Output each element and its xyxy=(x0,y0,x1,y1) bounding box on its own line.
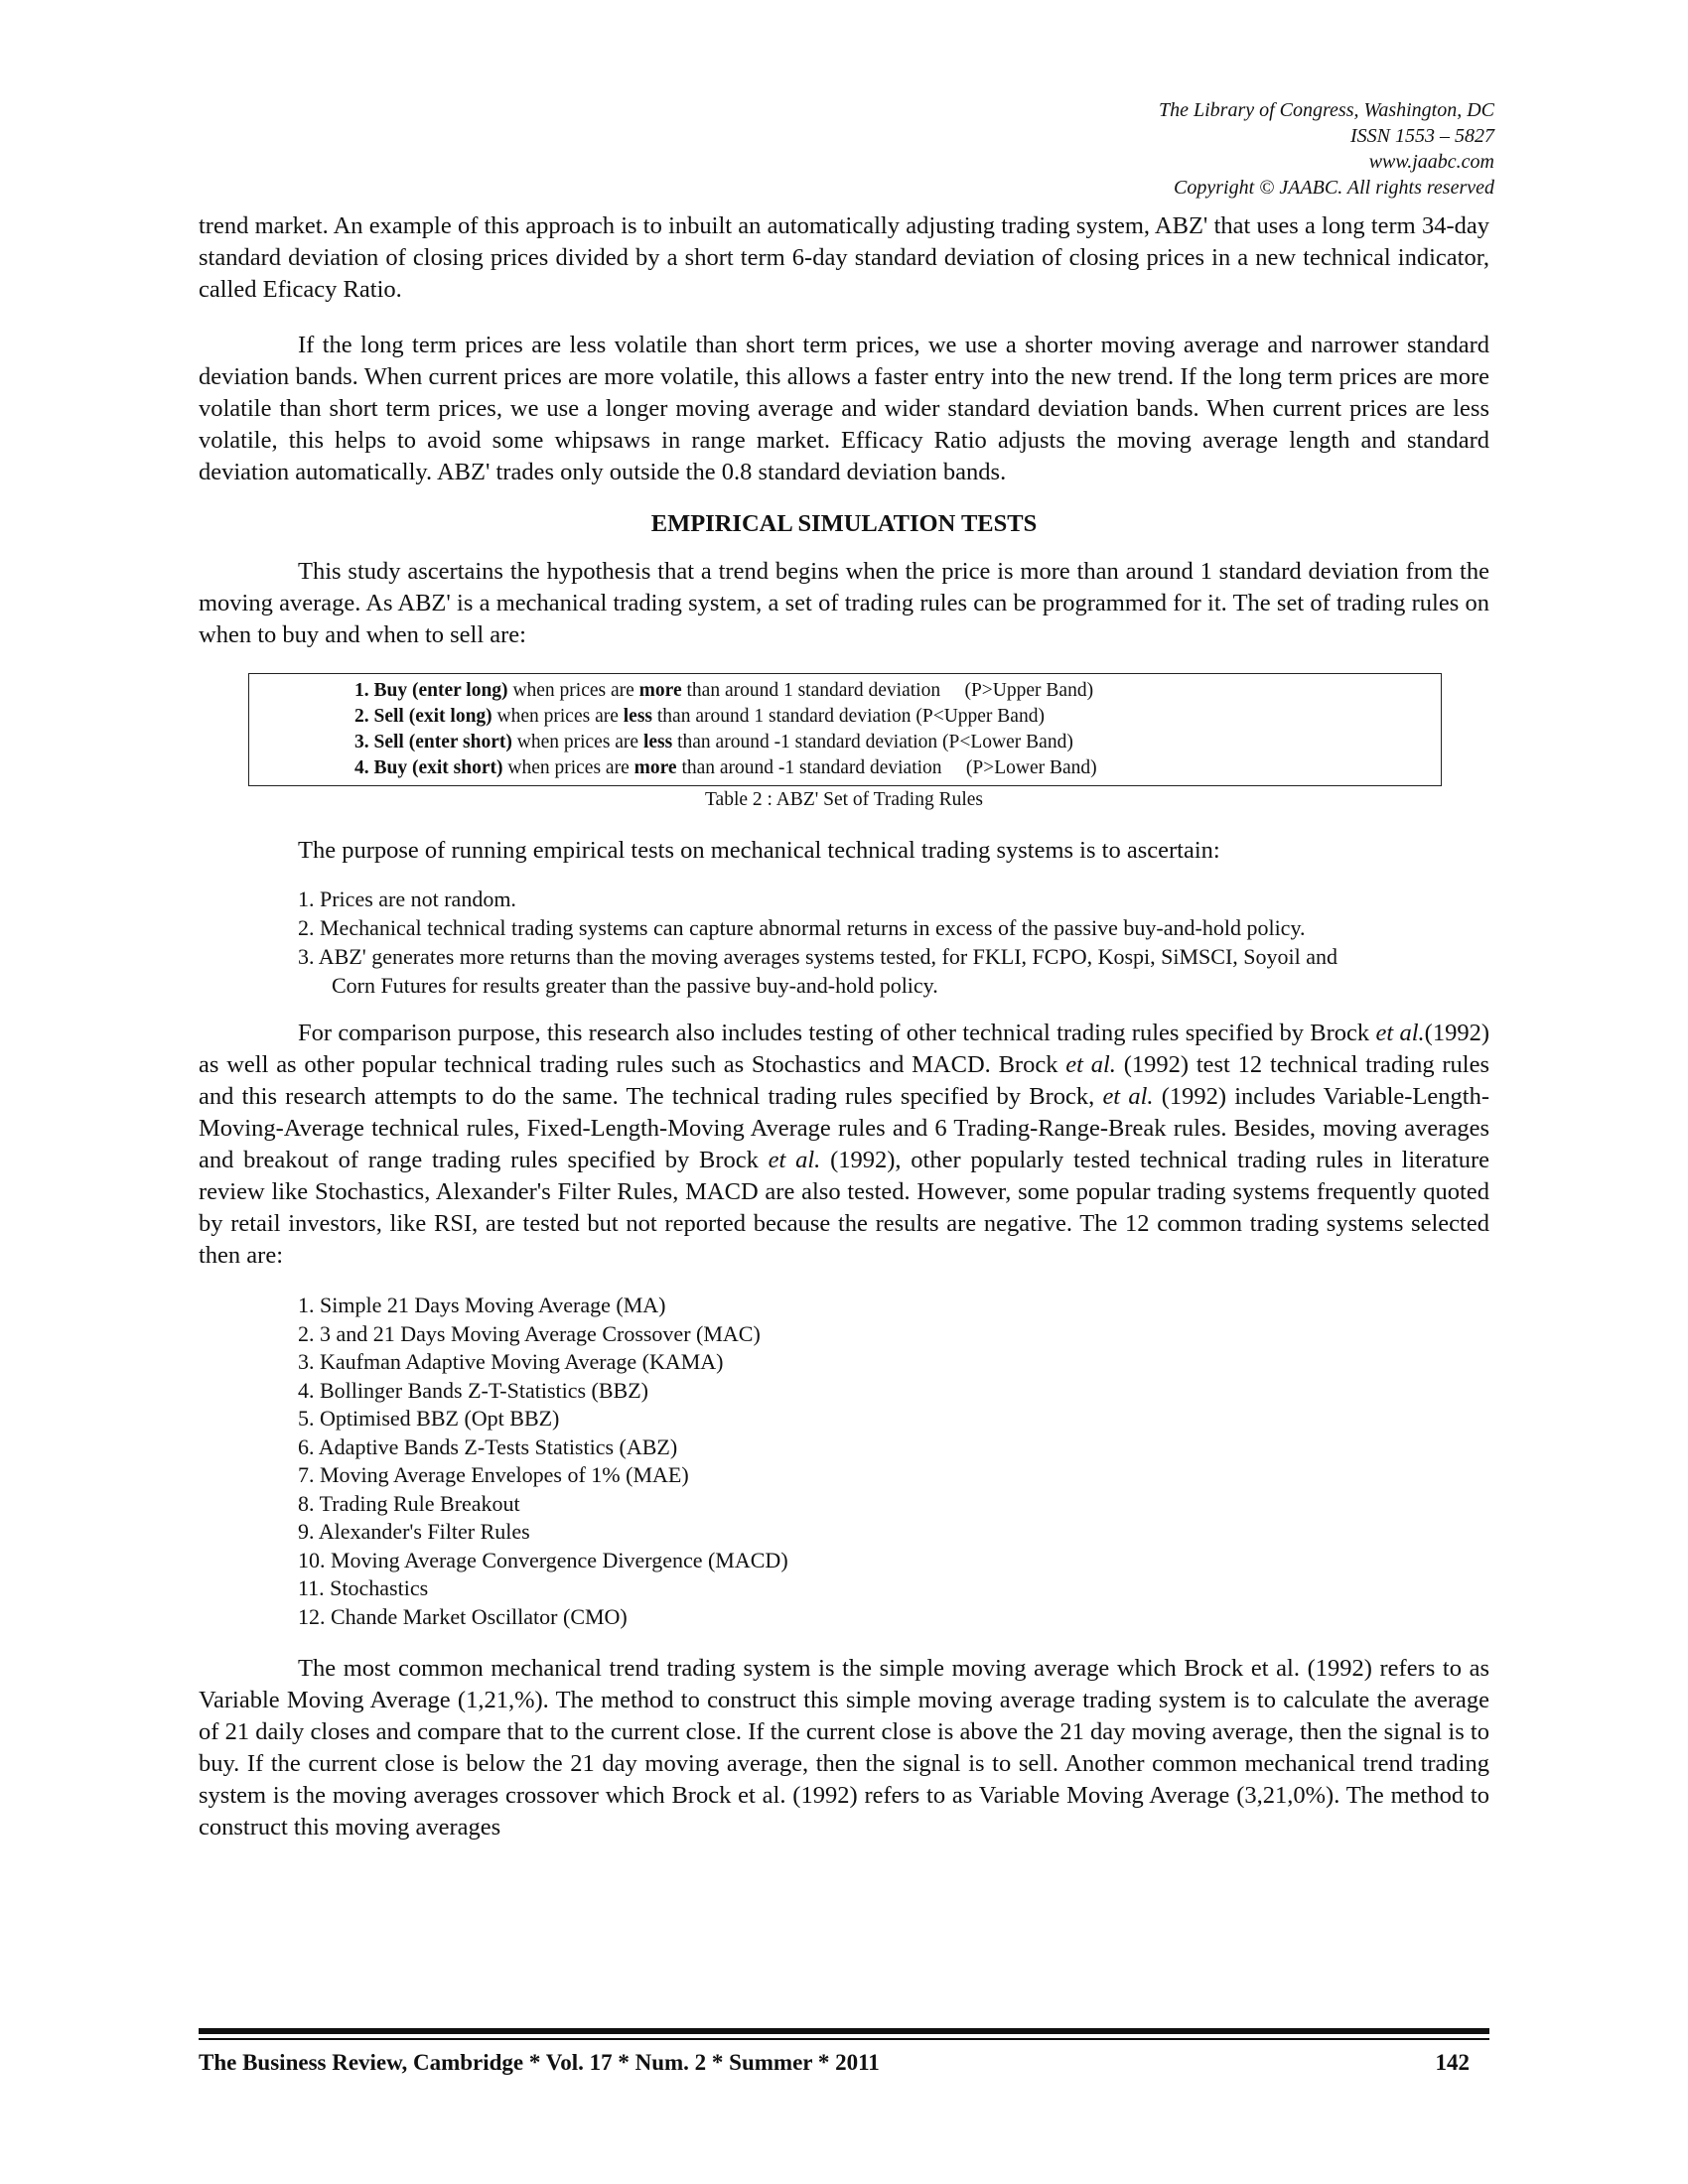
rule-row: 3. Sell (enter short) when prices are less than around -1 standard deviation (P<Lower Band) xyxy=(354,732,1073,752)
header-line-2: ISSN 1553 – 5827 xyxy=(1350,125,1494,147)
list-item: 3. ABZ' generates more returns than the moving averages systems tested, for FKLI, FCPO, Kospi, SiMSCI, Soyoil and xyxy=(298,944,1338,969)
purpose-list xyxy=(199,885,1489,1000)
list-item: 8. Trading Rule Breakout xyxy=(298,1490,520,1516)
list-item: 7. Moving Average Envelopes of 1% (MAE) xyxy=(298,1462,689,1487)
table-caption: Table 2 : ABZ' Set of Trading Rules xyxy=(704,789,984,810)
list-item: 10. Moving Average Convergence Divergence (MACD) xyxy=(298,1547,788,1572)
paragraph-2: If the long term prices are less volatile than short term prices, we use a shorter moving average and narrower standard deviation bands. When current prices are more volatile, this allows a faster entry into the new trend. If the long term prices are more volatile than short term prices, we use a longer moving average and wider standard deviation bands. When current prices are less volatile, this helps to avoid some whipsaws in range market. Efficacy Ratio adjusts the moving average length and standard deviation automatically. ABZ' trades only outside the 0.8 standard deviation bands. xyxy=(199,332,1489,485)
paragraph-4: The purpose of running empirical tests on mechanical technical trading systems is to ascertain: xyxy=(298,837,1220,864)
header-line-4: Copyright © JAABC. All rights reserved xyxy=(1174,177,1494,199)
rule-row: 4. Buy (exit short) when prices are more than around -1 standard deviation (P>Lower Band) xyxy=(354,757,1097,778)
trading-systems-list xyxy=(199,1292,1489,1631)
list-item: Corn Futures for results greater than the passive buy-and-hold policy. xyxy=(332,973,938,998)
header-line-3: www.jaabc.com xyxy=(1368,151,1494,173)
list-item: 3. Kaufman Adaptive Moving Average (KAMA) xyxy=(298,1349,724,1374)
trading-rules-table xyxy=(248,673,1442,786)
list-item: 12. Chande Market Oscillator (CMO) xyxy=(298,1603,628,1629)
footer-divider xyxy=(199,2028,1489,2034)
list-item: 2. 3 and 21 Days Moving Average Crossover (MAC) xyxy=(298,1320,761,1346)
list-item: 11. Stochastics xyxy=(298,1575,429,1600)
footer-divider xyxy=(199,2038,1489,2040)
paragraph-3: This study ascertains the hypothesis that a trend begins when the price is more than around 1 standard deviation from the moving average. As ABZ' is a mechanical trading system, a set of trading rules can be programmed for it. The set of trading rules on when to buy and when to sell are: xyxy=(199,558,1489,648)
running-header xyxy=(1159,97,1494,201)
list-item: 2. Mechanical technical trading systems can capture abnormal returns in excess of the passive buy-and-hold policy. xyxy=(298,915,1306,940)
section-heading: EMPIRICAL SIMULATION TESTS xyxy=(650,510,1038,537)
rule-row: 1. Buy (enter long) when prices are more than around 1 standard deviation (P>Upper Band) xyxy=(354,680,1094,701)
paragraph-6: The most common mechanical trend trading system is the simple moving average which Brock et al. (1992) refers to as Variable Moving Average (1,21,%). The method to construct this simple moving average trading system is to calculate the average of 21 daily closes and compare that to the current close. If the current close is above the 21 day moving average, then the signal is to buy. If the current close is below the 21 day moving average, then the signal is to sell. Another common mechanical trend trading system is the moving averages crossover which Brock et al. (1992) refers to as Variable Moving Average (3,21,0%). The method to construct this moving averages xyxy=(199,1655,1489,1841)
list-item: 9. Alexander's Filter Rules xyxy=(298,1519,530,1544)
list-item: 4. Bollinger Bands Z-T-Statistics (BBZ) xyxy=(298,1377,648,1403)
header-line-1: The Library of Congress, Washington, DC xyxy=(1158,99,1494,121)
list-item: 5. Optimised BBZ (Opt BBZ) xyxy=(298,1406,560,1431)
rule-row: 2. Sell (exit long) when prices are less than around 1 standard deviation (P<Upper Band) xyxy=(354,706,1045,727)
list-item: 6. Adaptive Bands Z-Tests Statistics (ABZ) xyxy=(298,1433,678,1459)
list-item: 1. Simple 21 Days Moving Average (MA) xyxy=(298,1293,666,1317)
paragraph-5: For comparison purpose, this research also includes testing of other technical trading rules specified by Brock et al.(1992) as well as other popular technical trading rules such as Stochastics and MACD. Brock et al. (1992) test 12 technical trading rules and this research attempts to do the same. The technical trading rules specified by Brock, et al. (1992) includes Variable-Length-Moving-Average technical rules, Fixed-Length-Moving Average rules and 6 Trading-Range-Break rules. Besides, moving averages and breakout of range trading rules specified by Brock et al. (1992), other popularly tested technical trading rules in literature review like Stochastics, Alexander's Filter Rules, MACD are also tested. However, some popular trading systems frequently quoted by retail investors, like RSI, are tested but not reported because the results are negative. The 12 common trading systems selected then are: xyxy=(199,1020,1489,1269)
journal-footer: The Business Review, Cambridge * Vol. 17 * Num. 2 * Summer * 2011 xyxy=(199,2050,880,2075)
page-number: 142 xyxy=(1435,2050,1470,2075)
list-item: 1. Prices are not random. xyxy=(298,887,516,911)
body-text xyxy=(199,210,1489,1843)
paragraph-1: trend market. An example of this approach is to inbuilt an automatically adjusting trading system, ABZ' that uses a long term 34-day standard deviation of closing prices divided by a short term 6-day standard deviation of closing prices in a new technical indicator, called Eficacy Ratio. xyxy=(199,212,1489,303)
